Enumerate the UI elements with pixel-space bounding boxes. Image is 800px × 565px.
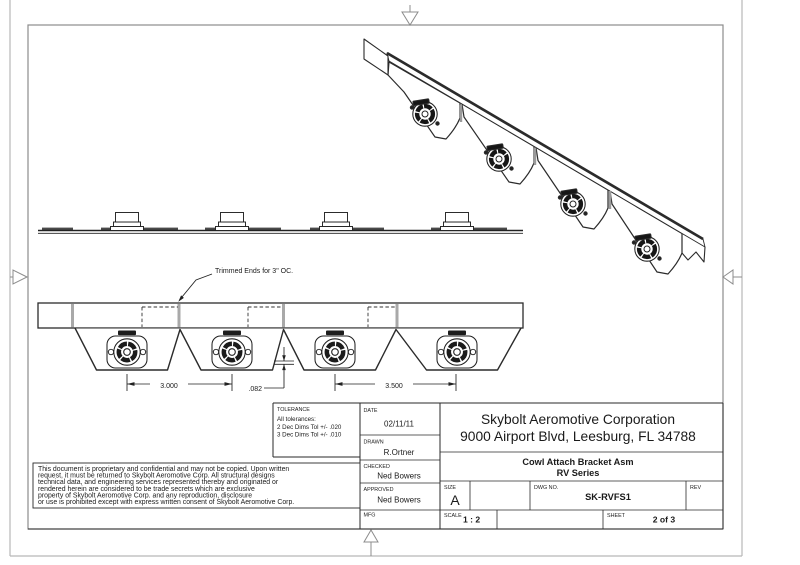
proprietary-line: technical data, and engineering services represented thereby and originated or: [38, 479, 279, 487]
receptacle-housing: [216, 213, 249, 231]
row-value: Ned Bowers: [377, 495, 421, 505]
receptacle: [437, 331, 477, 369]
approval-block: [364, 408, 421, 519]
proprietary-line: request, it must be returned to Skybolt Aeromotive Corp. All structural designs: [38, 472, 275, 480]
size-label: SIZE: [444, 485, 456, 491]
drawing-title-line2: RV Series: [556, 468, 600, 478]
size-value: A: [450, 492, 460, 508]
approval-row-mfg: [364, 513, 376, 519]
sheet-value: 2 of 3: [652, 514, 676, 525]
company-address: 9000 Airport Blvd, Leesburg, FL 34788: [460, 429, 696, 444]
approval-row-checked: [364, 464, 421, 481]
rev-cell: [690, 485, 701, 491]
proprietary-note: [33, 463, 360, 508]
receptacle: [107, 331, 147, 369]
centering-mark-top: [402, 5, 418, 25]
tolerance-line: All tolerances:: [277, 416, 316, 423]
side-view: [38, 213, 523, 234]
row-value: 02/11/11: [384, 419, 414, 429]
scale-label: SCALE: [444, 513, 462, 519]
centering-mark-right: [723, 270, 742, 284]
dwg-no-cell: [534, 485, 631, 502]
dimension-3000: [127, 374, 232, 391]
row-label: APPROVED: [363, 487, 394, 493]
row-value: R.Ortner: [383, 448, 415, 457]
row-value: Ned Bowers: [377, 471, 421, 481]
iso-web: [536, 148, 608, 230]
proprietary-line: property of Skybolt Aeromotive Corp. and any reproduction, disclosure: [38, 492, 253, 500]
dim-text: 3.000: [160, 383, 178, 390]
tolerance-block: [277, 407, 342, 439]
row-label: DATE: [363, 408, 378, 414]
iso-view: [364, 39, 705, 274]
tolerance-line: 2 Dec Dims Tol +/- .020: [277, 424, 342, 431]
row-label: MFG: [363, 512, 376, 519]
proprietary-line: rendered herein are considered to be trade secrets which are exclusive: [38, 485, 255, 493]
sheet-label: SHEET: [607, 513, 625, 519]
tolerance-line: 3 Dec Dims Tol +/- .010: [277, 431, 342, 439]
scale-value: 1 : 2: [463, 514, 481, 525]
trimmed-ends-note: [178, 268, 293, 302]
row-label: DRAWN: [363, 439, 384, 446]
receptacle: [315, 331, 355, 369]
scale-cell: [444, 513, 480, 525]
iso-end-tab: [364, 39, 388, 75]
receptacle-housing: [111, 213, 144, 231]
title-block-text: [444, 412, 701, 525]
rev-label: REV: [690, 485, 702, 491]
receptacle-housing: [441, 213, 474, 231]
dim-text: .082: [248, 386, 262, 393]
drawing-title-line1: Cowl Attach Bracket Asm: [522, 457, 634, 467]
drawing-border: [28, 25, 723, 529]
dwg-no-value: SK-RVFS1: [585, 492, 631, 502]
approval-row-date: [364, 408, 415, 429]
proprietary-line: or use is prohibited except with express written consent of Skybolt Aeromotive Corp.: [38, 499, 295, 506]
iso-end-cut: [682, 247, 705, 262]
centering-mark-bottom: [364, 530, 378, 556]
dimension-3500: [335, 374, 456, 391]
receptacle: [212, 331, 252, 369]
company-name: Skybolt Aeromotive Corporation: [480, 412, 676, 427]
iso-flange-edge: [387, 53, 703, 239]
proprietary-line: This document is proprietary and confidential and may not be copied. Upon written: [38, 466, 290, 473]
dim-text: 3.500: [385, 383, 403, 390]
dwg-no-label: DWG NO.: [534, 485, 559, 491]
row-label: CHECKED: [363, 464, 390, 470]
sheet-cell: [607, 513, 675, 525]
approval-row-drawn: [364, 440, 415, 458]
trimmed-ends-text: Trimmed Ends for 3" OC.: [215, 268, 294, 275]
size-cell: [444, 485, 460, 508]
receptacle-housing: [320, 213, 353, 231]
front-view: [38, 303, 523, 370]
tolerance-title: TOLERANCE: [277, 407, 310, 413]
centering-mark-left: [10, 270, 27, 284]
approval-row-approved: [364, 487, 421, 505]
